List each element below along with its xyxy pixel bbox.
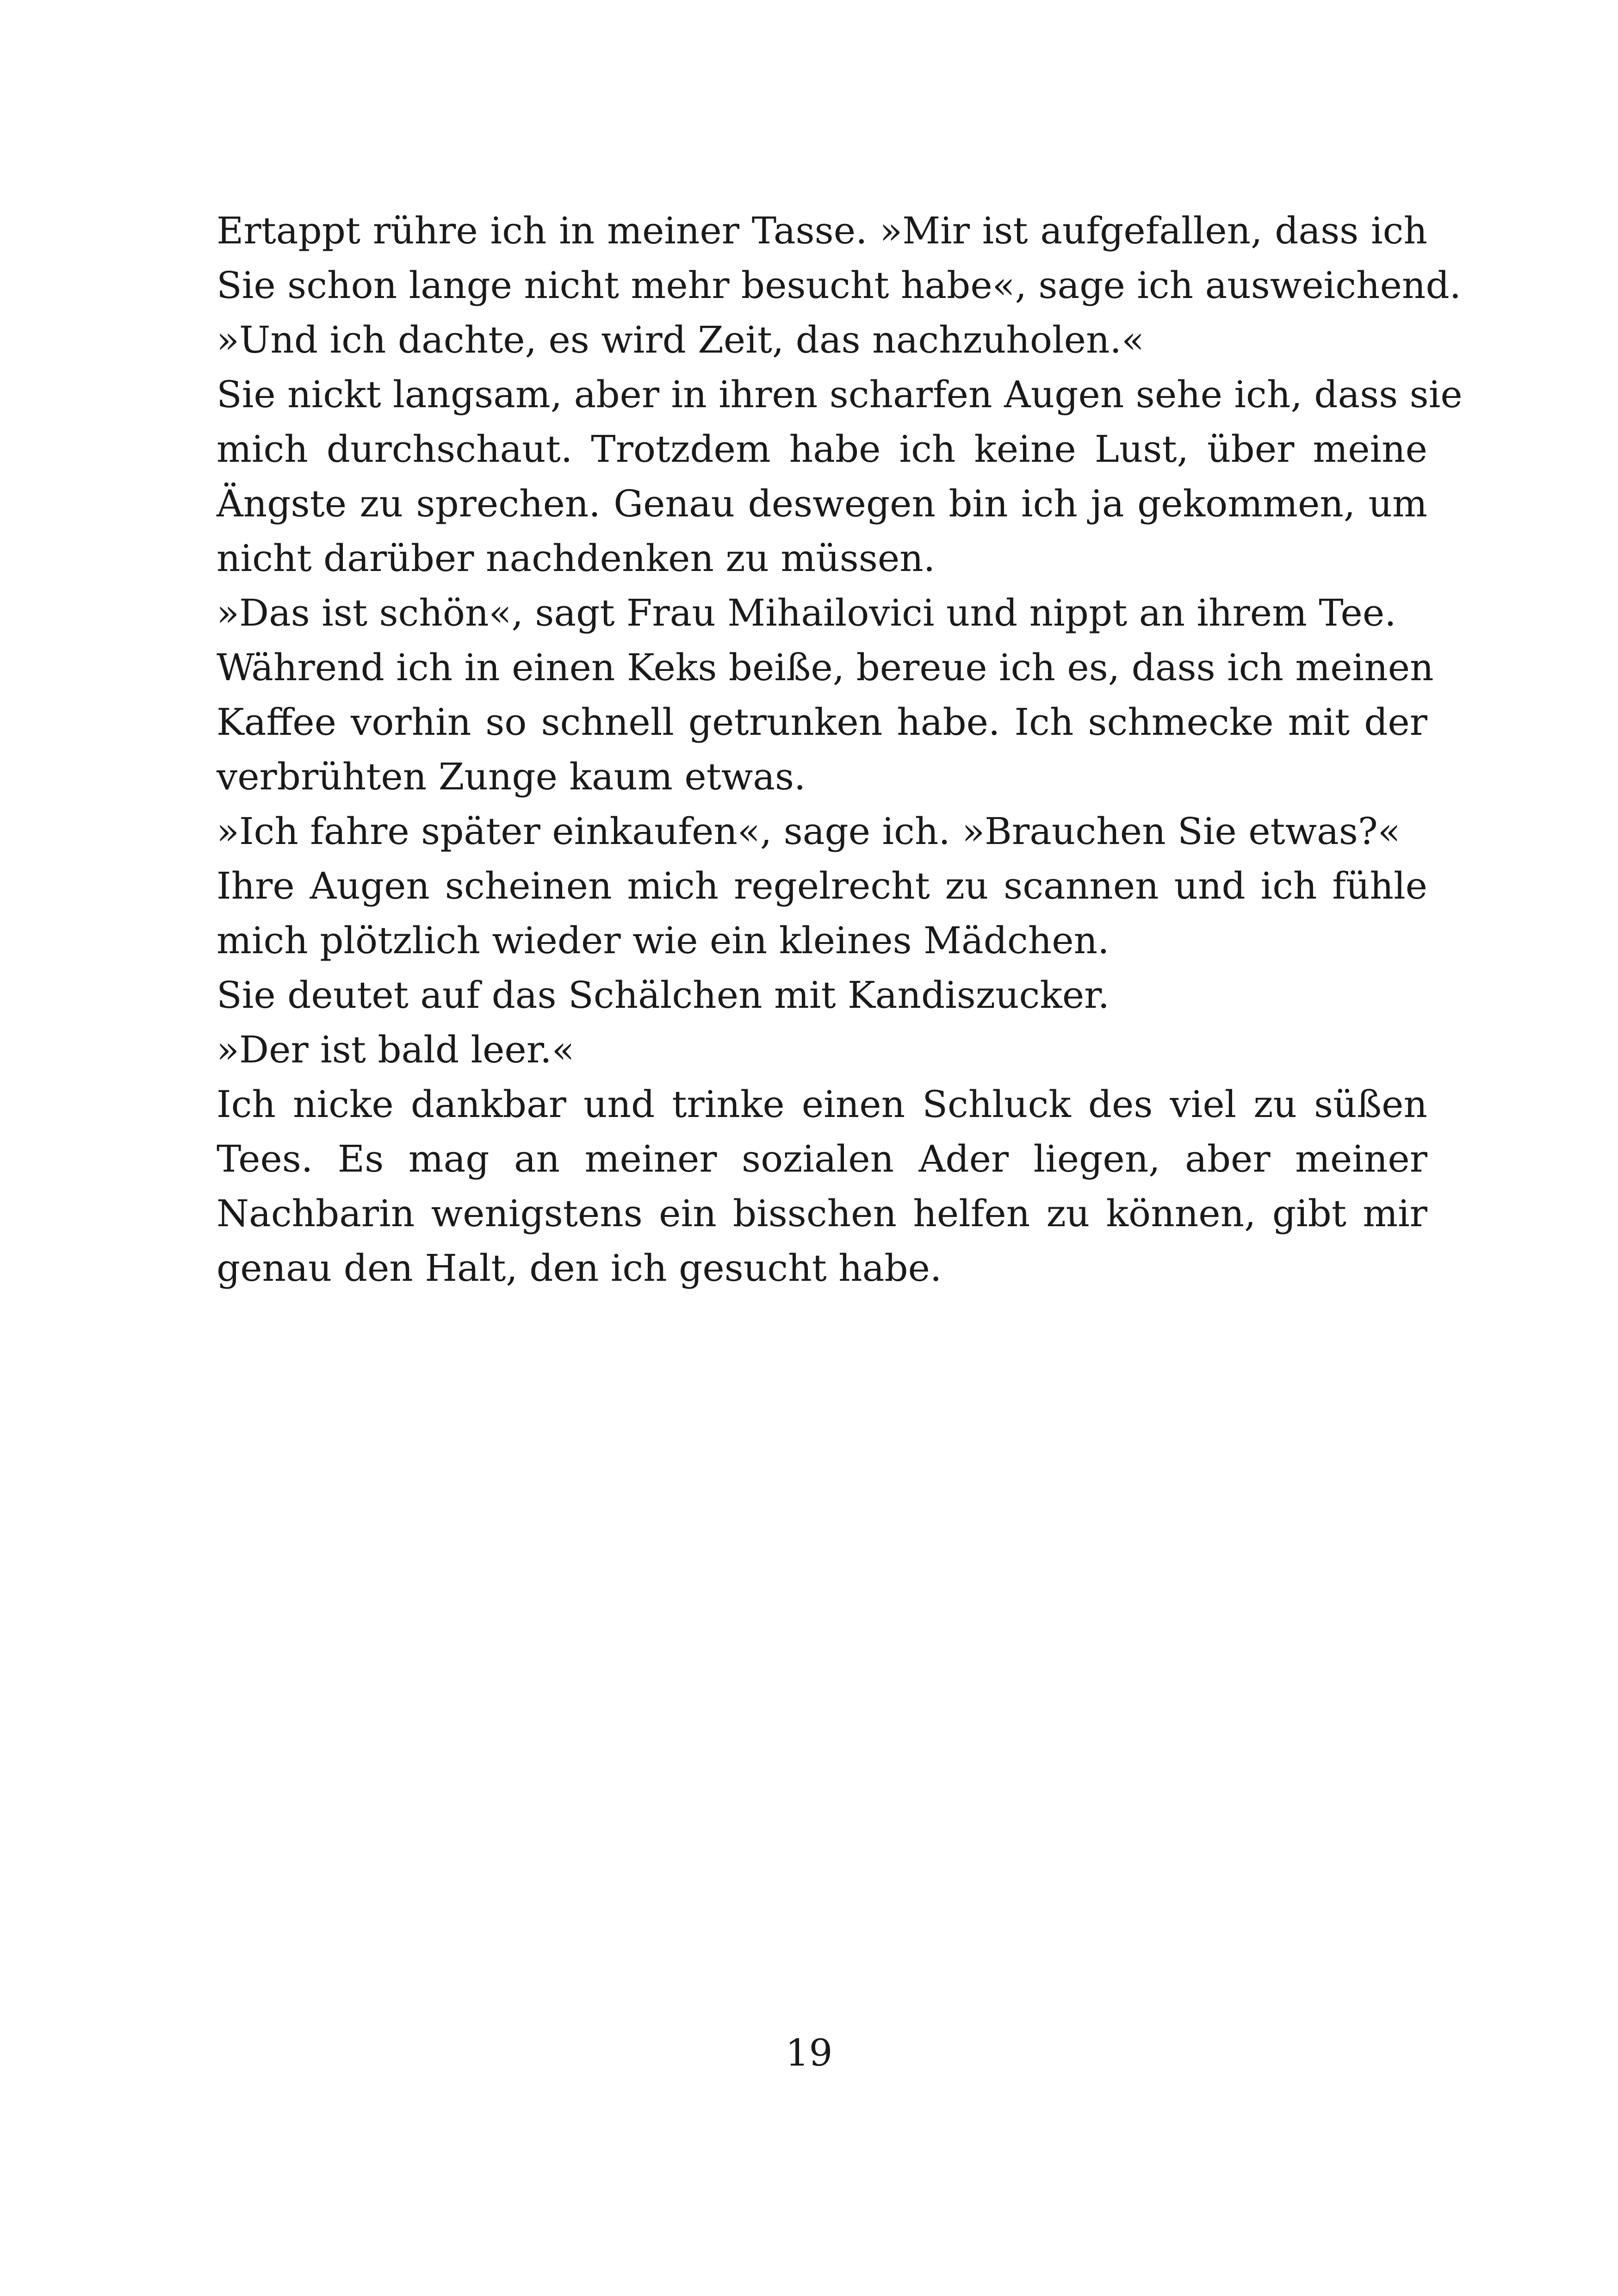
- text-line: nicht darüber nachdenken zu müssen.: [217, 537, 936, 580]
- text-line: »Ich fahre später einkaufen«, sage ich. »Brauchen Sie etwas?«: [217, 810, 1401, 853]
- text-line: Ertappt rühre ich in meiner Tasse. »Mir ist aufgefallen, dass ich: [217, 209, 1427, 252]
- text-line: genau den Halt, den ich gesucht habe.: [217, 1247, 942, 1290]
- text-line: Nachbarin wenigstens ein bisschen helfen zu können, gibt mir: [217, 1192, 1427, 1235]
- text-line: verbrühten Zunge kaum etwas.: [217, 755, 806, 798]
- text-line: Kaffee vorhin so schnell getrunken habe. Ich schmecke mit der: [217, 701, 1427, 744]
- text-line: Sie deutet auf das Schälchen mit Kandiszucker.: [217, 974, 1110, 1017]
- text-line: Ihre Augen scheinen mich regelrecht zu scannen und ich fühle: [217, 864, 1427, 907]
- text-line: Sie nickt langsam, aber in ihren scharfen Augen sehe ich, dass sie: [217, 373, 1463, 416]
- text-line: »Der ist bald leer.«: [217, 1028, 575, 1071]
- text-line: Ängste zu sprechen. Genau deswegen bin ich ja gekommen, um: [217, 482, 1427, 525]
- text-line: »Und ich dachte, es wird Zeit, das nachzuholen.«: [217, 318, 1144, 361]
- body-text: [217, 204, 1463, 1296]
- text-line: Sie schon lange nicht mehr besucht habe«, sage ich ausweichend.: [217, 264, 1462, 307]
- page-number: 19: [785, 2031, 833, 2074]
- text-line: mich plötzlich wieder wie ein kleines Mädchen.: [217, 919, 1110, 962]
- text-line: Tees. Es mag an meiner sozialen Ader liegen, aber meiner: [217, 1137, 1427, 1180]
- text-line: Während ich in einen Keks beiße, bereue ich es, dass ich meinen: [217, 646, 1434, 689]
- text-line: »Das ist schön«, sagt Frau Mihailovici und nippt an ihrem Tee.: [217, 591, 1396, 634]
- text-line: mich durchschaut. Trotzdem habe ich keine Lust, über meine: [217, 428, 1427, 471]
- text-line: Ich nicke dankbar und trinke einen Schluck des viel zu süßen: [217, 1083, 1427, 1126]
